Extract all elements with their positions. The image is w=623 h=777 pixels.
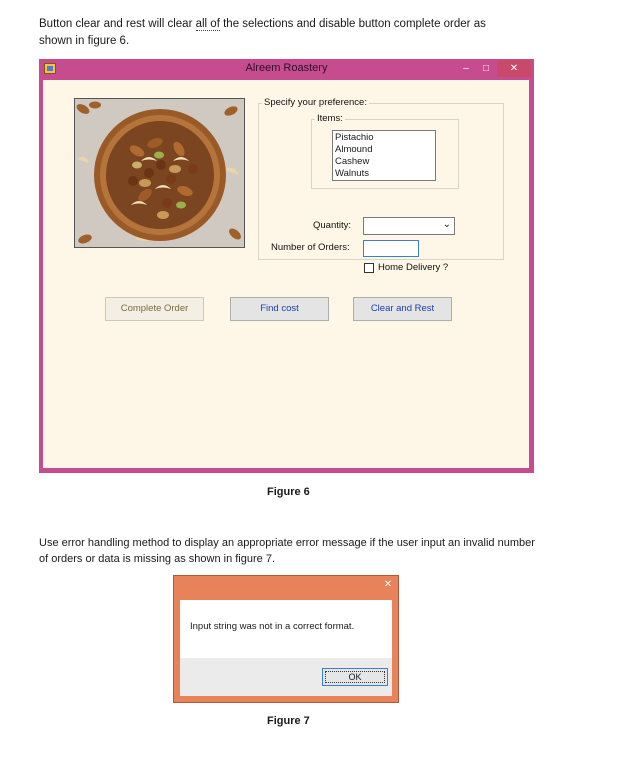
nuts-bowl-image [75,99,244,247]
dialog-footer [180,658,392,696]
mid-paragraph-line-1: Use error handling method to display an appropriate error message if the user input an invalid number [39,537,535,549]
list-item-pistachio[interactable]: Pistachio [335,132,374,143]
chevron-down-icon[interactable]: ⌄ [442,219,451,230]
close-button[interactable]: ✕ [497,60,531,77]
window-client-area [43,80,529,468]
intro-text-underlined: all of [195,18,220,30]
error-message: Input string was not in a correct format. [190,621,355,632]
dialog-close-icon[interactable]: ✕ [383,579,393,590]
quantity-combobox[interactable] [363,217,455,235]
home-delivery-checkbox[interactable] [364,263,374,273]
intro-text-c: the selections and disable button complete order as [219,18,486,30]
list-item-walnuts[interactable]: Walnuts [335,168,369,179]
items-listbox[interactable] [332,130,436,181]
mixed-nuts-photo [74,98,245,248]
maximize-button[interactable]: □ [482,63,490,74]
window-title: Alreem Roastery [245,62,328,74]
list-item-almound[interactable]: Almound [335,144,373,155]
orders-label: Number of Orders: [271,242,350,253]
error-dialog [173,575,399,703]
clear-and-rest-button[interactable]: Clear and Rest [353,297,452,321]
title-bar [39,59,534,79]
quantity-label: Quantity: [313,220,352,231]
intro-line-2: shown in figure 6. [39,35,130,47]
alreem-roastery-window [39,59,534,473]
items-group-label: Items: [317,113,343,124]
figure-6-caption: Figure 6 [267,486,310,498]
home-delivery-label[interactable]: Home Delivery ? [378,262,449,273]
preference-group-label: Specify your preference: [264,97,367,108]
orders-input[interactable] [363,240,419,257]
intro-line-1 [39,16,539,33]
complete-order-button[interactable]: Complete Order [105,297,204,321]
intro-text-a: Button clear and rest will clear [39,18,196,30]
find-cost-button[interactable]: Find cost [230,297,329,321]
minimize-button[interactable]: – [463,63,469,74]
mid-paragraph-line-2: of orders or data is missing as shown in figure 7. [39,553,276,565]
dialog-body [180,600,392,658]
ok-button[interactable]: OK [322,668,388,686]
figure-7-caption: Figure 7 [267,715,310,727]
list-item-cashew[interactable]: Cashew [335,156,370,167]
